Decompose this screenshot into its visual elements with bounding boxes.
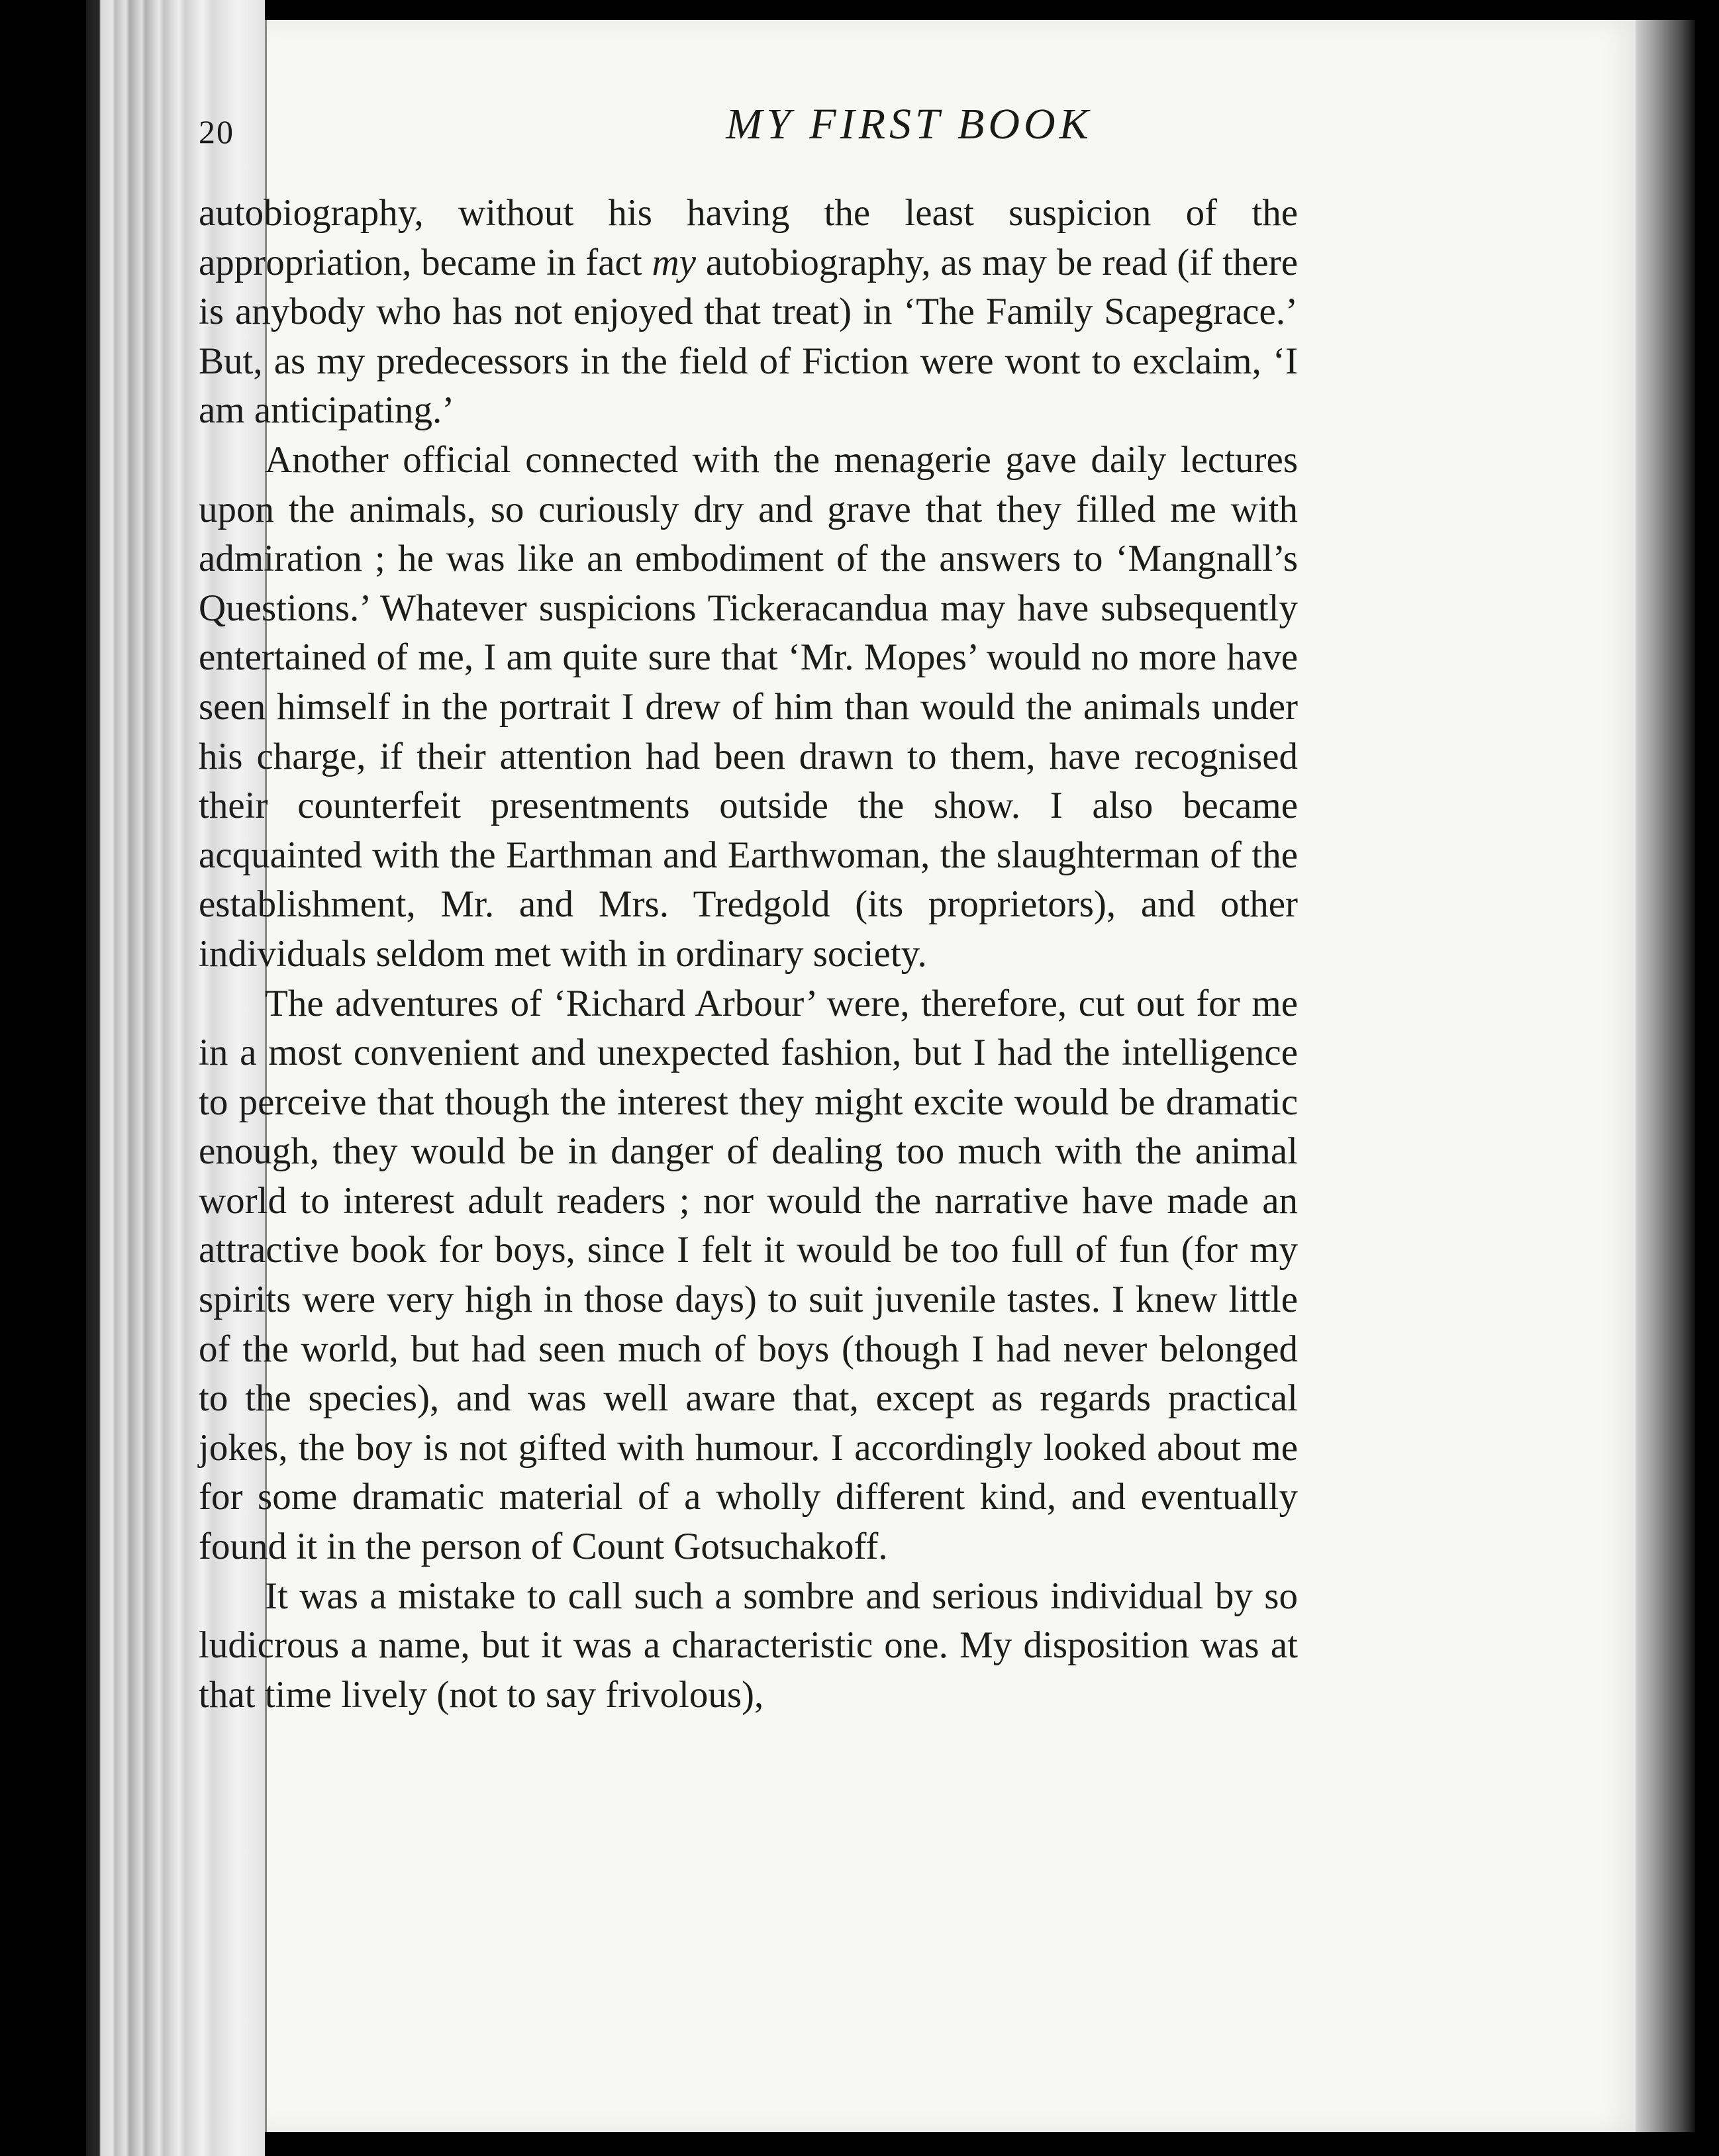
paragraph-1 [199,189,1298,436]
paragraph-4: It was a mistake to call such a sombre and serious individual by so ludicrous a name, but it was a characteristic one. My disposition was at that time lively (not to say frivolous), [199,1575,1298,1716]
paragraph-3: The adventures of ‘Richard Arbour’ were, therefore, cut out for me in a most convenient and unexpected fashion, but I had the intelligence to perceive that though the interest they might excite would be dramatic enough, they would be in danger of dealing too much with the animal world to interest adult readers ; nor would the narrative have made an attractive book for boys, since I felt it would be too full of fun (for my spirits were very high in those days) to suit juvenile tastes. I knew little of the world, but had seen much of boys (though I had never belonged to the species), and was well aware that, except as regards practical jokes, the boy is not gifted with humour. I accordingly looked about me for some dramatic material of a wholly different kind, and eventually found it in the person of Count Gotsuchakoff. [199,982,1298,1568]
running-title: MY FIRST BOOK [726,100,1093,148]
paragraph-1-text-b: autobiography, as may be read (if there is anybody who has not enjoyed that treat) in ‘The Family Scapegrace.’ But, as my predecessors in the field of Fiction were wont to exclaim, ‘I am anticipating.’ [199,241,1298,432]
running-head [199,99,1620,159]
binding-shadow [1636,20,1695,2132]
paragraph-2: Another official connected with the menagerie gave daily lectures upon the animals, so curiously dry and grave that they filled me with admiration ; he was like an embodiment of the answers to ‘Mangnall’s Questions.’ Whatever suspicions Tickeracandua may have subsequently entertained of me, I am quite sure that ‘Mr. Mopes’ would no more have seen himself in the portrait I drew of him than would the animals under his charge, if their attention had been drawn to them, have recognised their counterfeit presentments outside the show. I also became acquainted with the Earthman and Earthwoman, the slaughterman of the establishment, Mr. and Mrs. Tredgold (its proprietors), and other individuals seldom met with in ordinary society. [199,438,1298,975]
page-edges-left [86,0,212,2156]
page-number: 20 [199,113,234,150]
paragraph-1-emphasis: my [652,241,696,283]
body-text [199,189,1298,1720]
paragraph-1-text-a: autobiography, without his having the least suspicion of the appropriation, became in fact [199,192,1298,283]
